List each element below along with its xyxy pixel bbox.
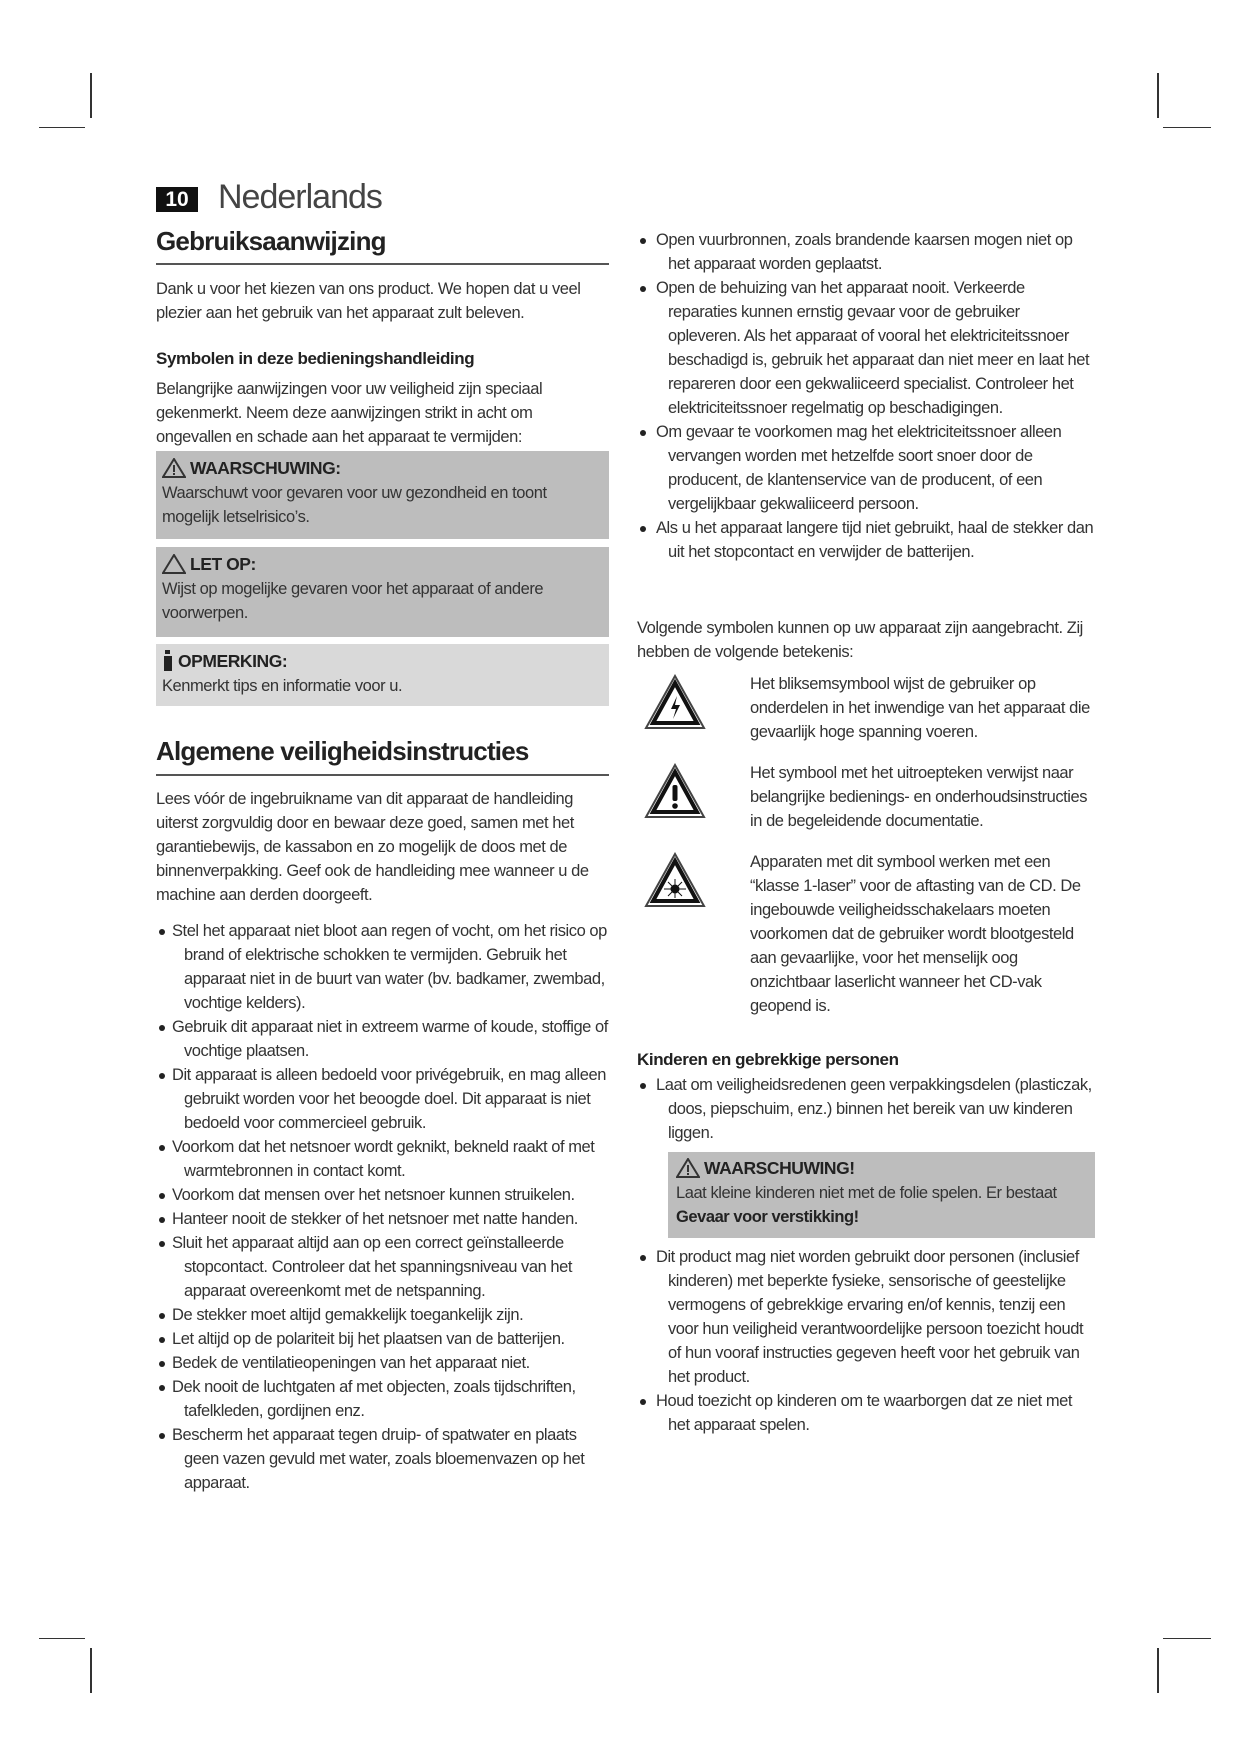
children-warning-box (668, 1152, 1095, 1238)
list-item: Sluit het apparaat altijd aan op een correct geïnstalleerde stopcontact. Controleer dat het spanningsniveau van het apparaat overeenkomt met de netspanning. (156, 1231, 609, 1303)
warning-triangle-icon (162, 458, 186, 478)
language-title: Nederlands (218, 178, 382, 216)
crop-mark (39, 1638, 85, 1639)
list-item: Open de behuizing van het apparaat nooit. Verkeerde reparaties kunnen ernstig gevaar voor de gebruiker opleveren. Als het apparaat of vooral het elektriciteitssnoer beschadigd is, gebruik het apparaat dan niet meer en laat het repareren door een gekwaliiceerd specialist. Controleer het elektriciteitssnoer regelmatig op beschadigingen. (637, 276, 1095, 420)
crop-mark (39, 127, 85, 128)
symbol-description: Het symbool met het uitroepteken verwijst naar belangrijke bedienings- en onderhoudsinstructies in de begeleidende documentatie. (750, 764, 1088, 830)
list-item: Houd toezicht op kinderen om te waarborgen dat ze niet met het apparaat spelen. (637, 1389, 1095, 1437)
children-list (637, 1245, 1095, 1437)
note-title: OPMERKING: (178, 651, 288, 671)
list-item: Om gevaar te voorkomen mag het elektriciteitssnoer alleen vervangen worden met hetzelfde soort snoer door de producent, de klantenservice van de producent, of een vergelijkbaar gekwaliiceerd persoon. (637, 420, 1095, 516)
children-heading: Kinderen en gebrekkige personen (637, 1050, 899, 1069)
symbols-heading: Symbolen in deze bedieningshandleiding (156, 349, 475, 368)
warning-title: WAARSCHUWING: (190, 458, 341, 478)
symbols-text: Belangrijke aanwijzingen voor uw veiligheid zijn speciaal gekenmerkt. Neem deze aanwijzingen strikt in acht om ongevallen en schade aan het apparaat te vermijden: (156, 380, 543, 446)
list-item: Dit product mag niet worden gebruikt door personen (inclusief kinderen) met beperkte fysieke, sensorische of geestelijke vermogens of gebrekkige ervaring en/of kennis, tenzij een voor hun veiligheid verantwoordelijke persoon toezicht houdt of hun vooraf instructies gegeven heeft voor het gebruik van het product. (637, 1245, 1095, 1389)
warning-emphasis: Gevaar voor verstikking! (676, 1208, 859, 1226)
safety-list-continued (637, 228, 1095, 564)
symbol-row-lightning (637, 672, 1095, 744)
page-number: 10 (156, 187, 198, 212)
lightning-warning-icon (644, 674, 706, 732)
warning-title: WAARSCHUWING! (704, 1158, 855, 1178)
safety-list (156, 919, 609, 1495)
list-item: Hanteer nooit de stekker of het netsnoer met natte handen. (156, 1207, 609, 1231)
list-item: Bedek de ventilatieopeningen van het apparaat niet. (156, 1351, 609, 1375)
crop-mark (90, 1648, 92, 1693)
divider (156, 263, 609, 265)
info-icon (162, 650, 174, 672)
crop-mark (90, 73, 92, 118)
warning-text: Waarschuwt voor gevaren voor uw gezondheid en toont mogelijk letselrisico’s. (162, 484, 547, 526)
list-item: De stekker moet altijd gemakkelijk toegankelijk zijn. (156, 1303, 609, 1327)
section-title-gebruiksaanwijzing: Gebruiksaanwijzing (156, 226, 386, 256)
symbol-row-exclamation (637, 761, 1095, 833)
list-item: Voorkom dat mensen over het netsnoer kunnen struikelen. (156, 1183, 609, 1207)
list-item: Stel het apparaat niet bloot aan regen of vocht, om het risico op brand of elektrische schokken te vermijden. Gebruik het apparaat niet in de buurt van water (bv. badkamer, zwembad, vochtige kelders). (156, 919, 609, 1015)
exclamation-warning-icon (644, 763, 706, 821)
list-item: Als u het apparaat langere tijd niet gebruikt, haal de stekker dan uit het stopcontact en verwijder de batterijen. (637, 516, 1095, 564)
list-item: Dit apparaat is alleen bedoeld voor privégebruik, en mag alleen gebruikt worden voor het beoogde doel. Dit apparaat is niet bedoeld voor commercieel gebruik. (156, 1063, 609, 1135)
list-item: Dek nooit de luchtgaten af met objecten, zoals tijdschriften, tafelkleden, gordijnen enz. (156, 1375, 609, 1423)
caution-text: Wijst op mogelijke gevaren voor het apparaat of andere voorwerpen. (162, 580, 544, 622)
list-item: Gebruik dit apparaat niet in extreem warme of koude, stoffige of vochtige plaatsen. (156, 1015, 609, 1063)
intro-text: Dank u voor het kiezen van ons product. We hopen dat u veel plezier aan het gebruik van het apparaat zult beleven. (156, 280, 581, 322)
caution-title: LET OP: (190, 554, 256, 574)
note-box (156, 644, 609, 706)
crop-mark (1163, 1638, 1211, 1639)
crop-mark (1157, 73, 1159, 118)
caution-triangle-icon (162, 554, 186, 574)
symbols-intro: Volgende symbolen kunnen op uw apparaat zijn aangebracht. Zij hebben de volgende betekenis: (637, 619, 1083, 661)
caution-box (156, 547, 609, 637)
symbol-description: Het bliksemsymbool wijst de gebruiker op onderdelen in het inwendige van het apparaat die gevaarlijk hoge spanning voeren. (750, 675, 1090, 741)
safety-intro: Lees vóór de ingebruikname van dit apparaat de handleiding uiterst zorgvuldig door en bewaar deze goed, samen met het garantiebewijs, de kassabon en zo mogelijk de doos met de binnenverpakking. Geef ook de handleiding mee wanneer u de machine aan derden doorgeeft. (156, 790, 589, 904)
list-item: Bescherm het apparaat tegen druip- of spatwater en plaats geen vazen gevuld met water, zoals bloemenvazen op het apparaat. (156, 1423, 609, 1495)
symbol-row-laser (637, 850, 1095, 1018)
list-item: Voorkom dat het netsnoer wordt geknikt, bekneld raakt of met warmtebronnen in contact komt. (156, 1135, 609, 1183)
children-list (637, 1073, 1095, 1145)
crop-mark (1157, 1648, 1159, 1693)
warning-box (156, 451, 609, 539)
note-text: Kenmerkt tips en informatie voor u. (162, 677, 403, 695)
divider (156, 774, 609, 776)
list-item: Let altijd op de polariteit bij het plaatsen van de batterijen. (156, 1327, 609, 1351)
warning-triangle-icon (676, 1158, 700, 1178)
symbol-description: Apparaten met dit symbool werken met een “klasse 1-laser” voor de aftasting van de CD. De ingebouwde veiligheidsschakelaars moeten voorkomen dat de gebruiker wordt blootgesteld aan gevaarlijke, voor het menselijk oog onzichtbaar laserlicht wanneer het CD-vak geopend is. (750, 853, 1081, 1015)
section-title-safety: Algemene veiligheidsinstructies (156, 736, 529, 766)
list-item: Open vuurbronnen, zoals brandende kaarsen mogen niet op het apparaat worden geplaatst. (637, 228, 1095, 276)
children-section (637, 1073, 1095, 1437)
list-item: Laat om veiligheidsredenen geen verpakkingsdelen (plasticzak, doos, piepschuim, enz.) binnen het bereik van uw kinderen liggen. (637, 1073, 1095, 1145)
warning-text: Laat kleine kinderen niet met de folie spelen. Er bestaat (676, 1184, 1057, 1202)
laser-warning-icon (644, 852, 706, 910)
crop-mark (1163, 127, 1211, 128)
